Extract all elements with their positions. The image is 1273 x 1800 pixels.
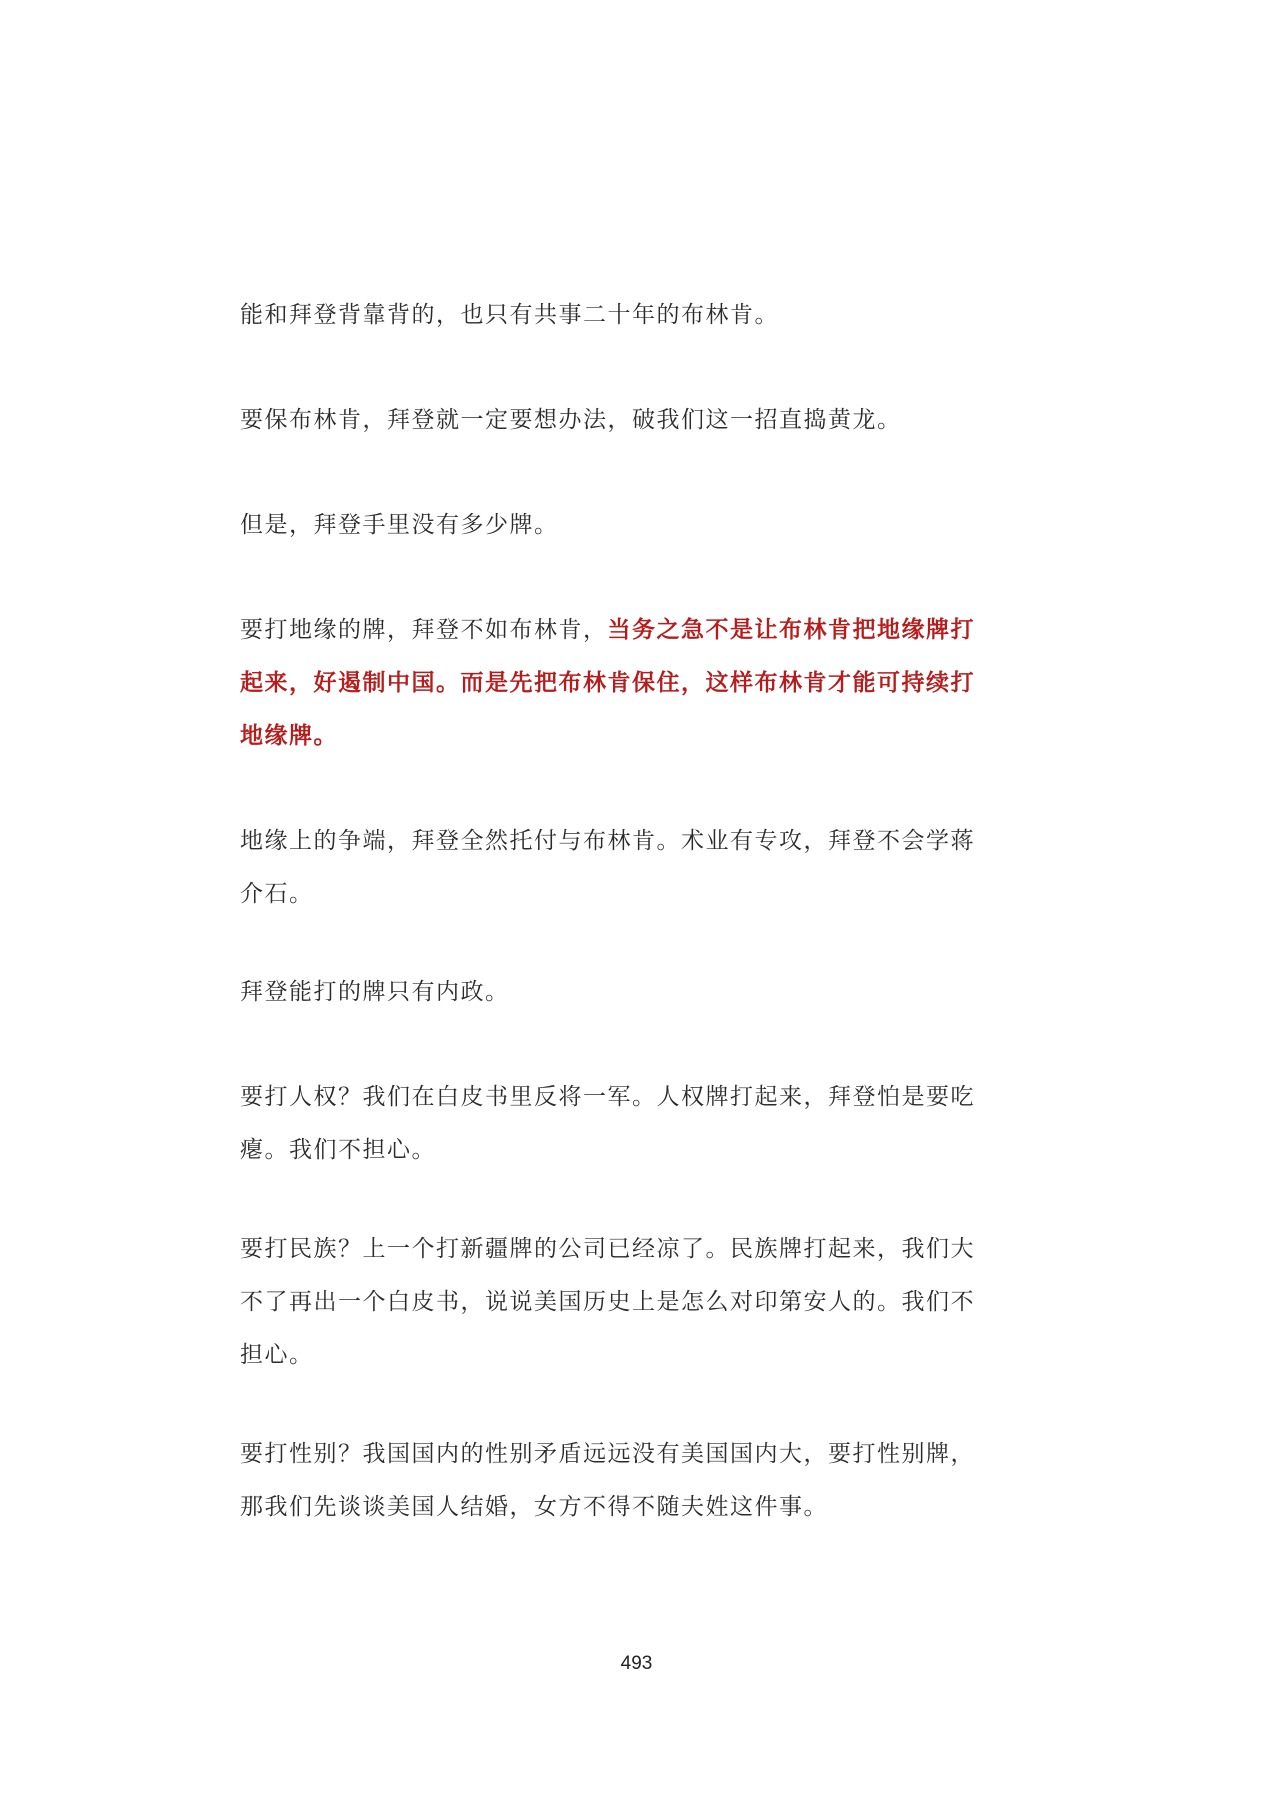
paragraph	[240, 499, 1040, 552]
paragraph	[240, 604, 1040, 763]
text-segment: 介石。	[240, 881, 314, 907]
paragraph	[240, 815, 1040, 921]
text-line	[240, 966, 1040, 1019]
text-line	[240, 1329, 1040, 1382]
text-segment: 地缘上的争端，拜登全然托付与布林肯。术业有专攻，拜登不会学蒋	[240, 828, 975, 854]
text-line	[240, 1481, 1040, 1534]
text-segment: 瘪。我们不担心。	[240, 1137, 436, 1163]
paragraph	[240, 289, 1040, 342]
text-segment: 担心。	[240, 1342, 314, 1368]
emphasis-text: 当务之急不是让布林肯把地缘牌打	[607, 617, 975, 643]
text-segment: 能和拜登背靠背的，也只有共事二十年的布林肯。	[240, 302, 779, 328]
text-line	[240, 710, 1040, 763]
paragraph	[240, 394, 1040, 447]
text-line	[240, 1124, 1040, 1177]
text-line	[240, 1428, 1040, 1481]
text-segment: 要打地缘的牌，拜登不如布林肯，	[240, 617, 608, 643]
emphasis-text: 地缘牌。	[240, 723, 338, 749]
text-line	[240, 1071, 1040, 1124]
text-segment: 拜登能打的牌只有内政。	[240, 979, 510, 1005]
text-line	[240, 1276, 1040, 1329]
paragraph	[240, 1428, 1040, 1534]
text-segment: 不了再出一个白皮书，说说美国历史上是怎么对印第安人的。我们不	[240, 1289, 975, 1315]
text-segment: 要保布林肯，拜登就一定要想办法，破我们这一招直捣黄龙。	[240, 407, 902, 433]
paragraph	[240, 1071, 1040, 1177]
text-line	[240, 868, 1040, 921]
text-segment: 那我们先谈谈美国人结婚，女方不得不随夫姓这件事。	[240, 1494, 828, 1520]
text-line	[240, 1223, 1040, 1276]
text-segment: 要打性别？我国国内的性别矛盾远远没有美国国内大，要打性别牌，	[240, 1441, 975, 1467]
text-segment: 要打民族？上一个打新疆牌的公司已经凉了。民族牌打起来，我们大	[240, 1236, 975, 1262]
paragraph	[240, 966, 1040, 1019]
text-line	[240, 657, 1040, 710]
text-line	[240, 289, 1040, 342]
text-line	[240, 394, 1040, 447]
paragraph	[240, 1223, 1040, 1382]
page-number: 493	[620, 1653, 653, 1674]
text-line	[240, 815, 1040, 868]
text-line	[240, 604, 1040, 657]
text-segment: 但是，拜登手里没有多少牌。	[240, 512, 559, 538]
emphasis-text: 起来，好遏制中国。而是先把布林肯保住，这样布林肯才能可持续打	[240, 670, 975, 696]
text-line	[240, 499, 1040, 552]
text-segment: 要打人权？我们在白皮书里反将一军。人权牌打起来，拜登怕是要吃	[240, 1084, 975, 1110]
